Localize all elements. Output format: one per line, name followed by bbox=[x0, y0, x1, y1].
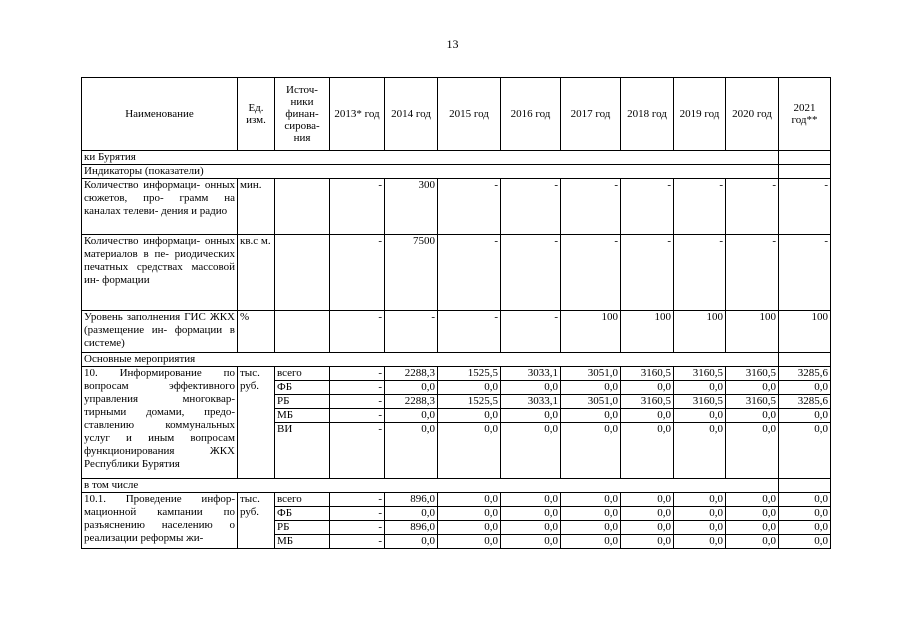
value-cell: - bbox=[438, 179, 501, 235]
table-row bbox=[82, 311, 831, 353]
indicator-unit: кв.с м. bbox=[238, 235, 275, 311]
value-cell: 0,0 bbox=[779, 381, 831, 395]
empty-cell bbox=[779, 151, 831, 165]
value-cell: 0,0 bbox=[674, 535, 726, 549]
header-2018: 2018 год bbox=[621, 78, 674, 151]
indicator-unit: % bbox=[238, 311, 275, 353]
value-cell: 0,0 bbox=[385, 409, 438, 423]
value-cell: 300 bbox=[385, 179, 438, 235]
value-cell: 3051,0 bbox=[561, 367, 621, 381]
value-cell: 3160,5 bbox=[621, 367, 674, 381]
value-cell: 896,0 bbox=[385, 521, 438, 535]
value-cell: 0,0 bbox=[726, 409, 779, 423]
value-cell: 0,0 bbox=[501, 521, 561, 535]
value-cell: 0,0 bbox=[561, 493, 621, 507]
value-cell: 0,0 bbox=[621, 493, 674, 507]
value-cell: 3033,1 bbox=[501, 395, 561, 409]
value-cell: 0,0 bbox=[674, 423, 726, 479]
value-cell: 3160,5 bbox=[674, 367, 726, 381]
value-cell: - bbox=[674, 179, 726, 235]
header-2019: 2019 год bbox=[674, 78, 726, 151]
section-including: в том числе bbox=[82, 479, 779, 493]
funding-source: РБ bbox=[275, 521, 330, 535]
value-cell: 3160,5 bbox=[621, 395, 674, 409]
value-cell: - bbox=[330, 521, 385, 535]
indicator-name: Уровень заполнения ГИС ЖКХ (размещение ин- формации в системе) bbox=[82, 311, 238, 353]
funding-source: МБ bbox=[275, 535, 330, 549]
value-cell: 0,0 bbox=[674, 493, 726, 507]
funding-source: МБ bbox=[275, 409, 330, 423]
value-cell: 0,0 bbox=[726, 493, 779, 507]
value-cell: 0,0 bbox=[674, 409, 726, 423]
value-cell: 3285,6 bbox=[779, 367, 831, 381]
value-cell: 0,0 bbox=[438, 493, 501, 507]
value-cell: 0,0 bbox=[726, 535, 779, 549]
value-cell: - bbox=[726, 179, 779, 235]
value-cell: 0,0 bbox=[621, 409, 674, 423]
header-2017: 2017 год bbox=[561, 78, 621, 151]
value-cell: 0,0 bbox=[501, 423, 561, 479]
value-cell: - bbox=[621, 179, 674, 235]
empty-cell bbox=[779, 479, 831, 493]
value-cell: - bbox=[501, 311, 561, 353]
value-cell: - bbox=[330, 311, 385, 353]
funding-source: ФБ bbox=[275, 507, 330, 521]
measure-unit: тыс. руб. bbox=[238, 367, 275, 479]
indicator-name: Количество информаци- онных материалов в пе- риодических печатных средствах массовой ин- формации bbox=[82, 235, 238, 311]
measure-name: 10.1. Проведение инфор- мационной кампании по разъяснению населению о реализации реформы жи- bbox=[82, 493, 238, 549]
header-2020: 2020 год bbox=[726, 78, 779, 151]
value-cell: - bbox=[330, 409, 385, 423]
value-cell: 0,0 bbox=[385, 535, 438, 549]
value-cell: 0,0 bbox=[779, 507, 831, 521]
value-cell: - bbox=[330, 235, 385, 311]
value-cell: 0,0 bbox=[674, 507, 726, 521]
value-cell: 100 bbox=[621, 311, 674, 353]
value-cell: 0,0 bbox=[779, 409, 831, 423]
value-cell: 0,0 bbox=[438, 381, 501, 395]
value-cell: - bbox=[621, 235, 674, 311]
value-cell: - bbox=[330, 367, 385, 381]
value-cell: 0,0 bbox=[385, 381, 438, 395]
indicator-unit: мин. bbox=[238, 179, 275, 235]
value-cell: 0,0 bbox=[726, 507, 779, 521]
value-cell: 896,0 bbox=[385, 493, 438, 507]
value-cell: 0,0 bbox=[501, 493, 561, 507]
value-cell: - bbox=[438, 311, 501, 353]
indicator-source bbox=[275, 311, 330, 353]
value-cell: - bbox=[385, 311, 438, 353]
value-cell: 3160,5 bbox=[726, 395, 779, 409]
value-cell: 0,0 bbox=[779, 493, 831, 507]
indicator-source bbox=[275, 235, 330, 311]
value-cell: 0,0 bbox=[621, 535, 674, 549]
value-cell: 0,0 bbox=[779, 521, 831, 535]
empty-cell bbox=[779, 165, 831, 179]
value-cell: 0,0 bbox=[561, 409, 621, 423]
section-row bbox=[82, 151, 831, 165]
funding-source: ВИ bbox=[275, 423, 330, 479]
section-row bbox=[82, 353, 831, 367]
value-cell: 100 bbox=[561, 311, 621, 353]
value-cell: - bbox=[779, 179, 831, 235]
value-cell: 2288,3 bbox=[385, 395, 438, 409]
value-cell: - bbox=[501, 179, 561, 235]
value-cell: 0,0 bbox=[779, 535, 831, 549]
value-cell: 100 bbox=[779, 311, 831, 353]
table-row bbox=[82, 235, 831, 311]
table-row bbox=[82, 179, 831, 235]
value-cell: 0,0 bbox=[438, 521, 501, 535]
funding-source: всего bbox=[275, 493, 330, 507]
section-row bbox=[82, 165, 831, 179]
value-cell: - bbox=[330, 423, 385, 479]
value-cell: 100 bbox=[726, 311, 779, 353]
page-number: 13 bbox=[446, 37, 459, 51]
value-cell: 100 bbox=[674, 311, 726, 353]
indicator-name: Количество информаци- онных сюжетов, про- грамм на каналах телеви- дения и радио bbox=[82, 179, 238, 235]
value-cell: 0,0 bbox=[779, 423, 831, 479]
value-cell: 0,0 bbox=[438, 423, 501, 479]
value-cell: - bbox=[330, 535, 385, 549]
value-cell: - bbox=[779, 235, 831, 311]
value-cell: 0,0 bbox=[726, 381, 779, 395]
empty-cell bbox=[779, 353, 831, 367]
value-cell: 0,0 bbox=[621, 521, 674, 535]
table-row bbox=[82, 367, 831, 381]
value-cell: 0,0 bbox=[621, 423, 674, 479]
value-cell: 0,0 bbox=[621, 381, 674, 395]
header-name: Наименование bbox=[82, 78, 238, 151]
header-unit: Ед. изм. bbox=[238, 78, 275, 151]
value-cell: 3160,5 bbox=[726, 367, 779, 381]
section-indicators: Индикаторы (показатели) bbox=[82, 165, 779, 179]
header-2016: 2016 год bbox=[501, 78, 561, 151]
value-cell: - bbox=[501, 235, 561, 311]
indicator-source bbox=[275, 179, 330, 235]
value-cell: - bbox=[561, 235, 621, 311]
value-cell: 0,0 bbox=[438, 507, 501, 521]
header-2013: 2013* год bbox=[330, 78, 385, 151]
section-measures: Основные мероприятия bbox=[82, 353, 779, 367]
value-cell: - bbox=[330, 493, 385, 507]
measure-unit: тыс. руб. bbox=[238, 493, 275, 549]
value-cell: 0,0 bbox=[561, 535, 621, 549]
value-cell: 3285,6 bbox=[779, 395, 831, 409]
value-cell: 3160,5 bbox=[674, 395, 726, 409]
value-cell: 0,0 bbox=[438, 409, 501, 423]
value-cell: - bbox=[330, 395, 385, 409]
section-continuation: ки Бурятия bbox=[82, 151, 779, 165]
value-cell: 0,0 bbox=[501, 409, 561, 423]
value-cell: 0,0 bbox=[501, 381, 561, 395]
value-cell: 0,0 bbox=[385, 423, 438, 479]
value-cell: 0,0 bbox=[438, 535, 501, 549]
value-cell: 0,0 bbox=[561, 507, 621, 521]
section-row bbox=[82, 479, 831, 493]
value-cell: - bbox=[438, 235, 501, 311]
table-row bbox=[82, 493, 831, 507]
header-2015: 2015 год bbox=[438, 78, 501, 151]
funding-source: всего bbox=[275, 367, 330, 381]
value-cell: 0,0 bbox=[501, 507, 561, 521]
header-2021: 2021 год** bbox=[779, 78, 831, 151]
value-cell: 0,0 bbox=[726, 521, 779, 535]
value-cell: 0,0 bbox=[674, 381, 726, 395]
value-cell: 3033,1 bbox=[501, 367, 561, 381]
value-cell: 1525,5 bbox=[438, 367, 501, 381]
value-cell: 0,0 bbox=[621, 507, 674, 521]
value-cell: 3051,0 bbox=[561, 395, 621, 409]
value-cell: 0,0 bbox=[561, 381, 621, 395]
funding-source: РБ bbox=[275, 395, 330, 409]
value-cell: 0,0 bbox=[385, 507, 438, 521]
value-cell: - bbox=[726, 235, 779, 311]
value-cell: - bbox=[561, 179, 621, 235]
value-cell: - bbox=[330, 381, 385, 395]
funding-source: ФБ bbox=[275, 381, 330, 395]
value-cell: 0,0 bbox=[561, 521, 621, 535]
value-cell: 0,0 bbox=[674, 521, 726, 535]
header-2014: 2014 год bbox=[385, 78, 438, 151]
value-cell: 0,0 bbox=[501, 535, 561, 549]
value-cell: 2288,3 bbox=[385, 367, 438, 381]
header-source: Источ- ники финан- сирова- ния bbox=[275, 78, 330, 151]
measure-name: 10. Информирование по вопросам эффективного управления многоквар- тирными домами, предо- ставлению коммунальных услуг и иным вопросам функционирования ЖКХ Республики Бурятия bbox=[82, 367, 238, 479]
value-cell: 0,0 bbox=[726, 423, 779, 479]
header-row bbox=[82, 78, 831, 151]
value-cell: - bbox=[330, 179, 385, 235]
value-cell: 1525,5 bbox=[438, 395, 501, 409]
value-cell: 7500 bbox=[385, 235, 438, 311]
program-table bbox=[81, 77, 831, 549]
value-cell: - bbox=[330, 507, 385, 521]
value-cell: 0,0 bbox=[561, 423, 621, 479]
value-cell: - bbox=[674, 235, 726, 311]
